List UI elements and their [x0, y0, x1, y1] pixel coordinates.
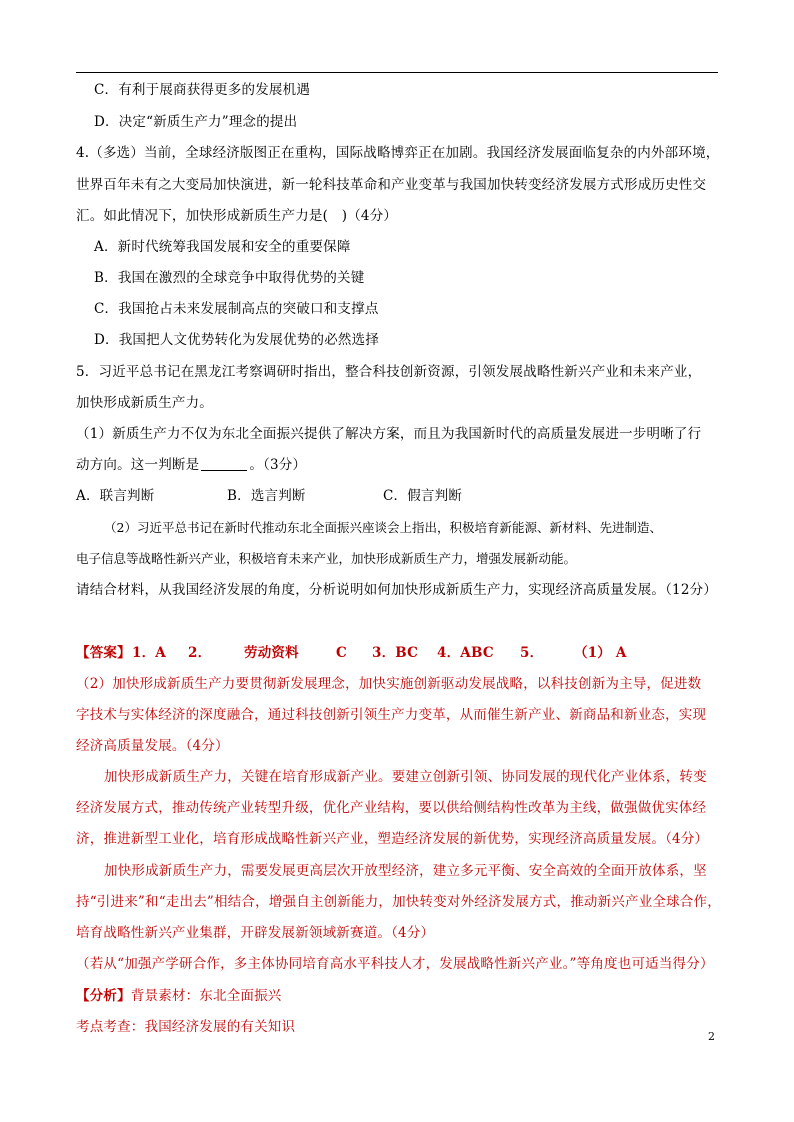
- analysis-text: 背景素材：东北全面振兴: [130, 988, 282, 1004]
- answer-p1-line-1: （2）加快形成新质生产力要贯彻新发展理念，加快实施创新驱动发展战略，以科技创新为主导，促进数: [76, 676, 702, 692]
- answer-5-1: （1） A: [574, 645, 627, 661]
- q4-option-b: B．我国在激烈的全球竞争中取得优势的关键: [94, 270, 365, 286]
- q5-line-1: 5．习近平总书记在黑龙江考察调研时指出，整合科技创新资源，引领发展战略性新兴产业和未来产业，: [76, 364, 702, 380]
- analysis-points: 考点考查：我国经济发展的有关知识: [76, 1019, 296, 1035]
- answer-p2-line-1: 加快形成新质生产力，关键在培育形成新产业。要建立创新引领、协同发展的现代化产业体系，转变: [104, 769, 707, 785]
- q4-option-d: D．我国把人文优势转化为发展优势的必然选择: [94, 332, 380, 348]
- answer-summary: [76, 643, 716, 663]
- analysis-label: 【分析】: [76, 988, 131, 1004]
- q4-line-3: 汇。如此情况下，加快形成新质生产力是( )（4分）: [76, 208, 398, 224]
- q5-sub2-line-1: （2）习近平总书记在新时代推动东北全面振兴座谈会上指出，积极培育新能源、新材料、先进制造、: [104, 520, 662, 535]
- option-d-prev: D．决定“新质生产力”理念的提出: [94, 114, 298, 130]
- analysis-line: [76, 986, 282, 1006]
- q5-sub1-options: [76, 486, 716, 506]
- q4-line-2: 世界百年未有之大变局加快演进，新一轮科技革命和产业变革与我国加快转变经济发展方式形成历史性交: [76, 177, 707, 193]
- header-rule: [76, 72, 718, 73]
- q5-sub1-line-2: [76, 455, 306, 475]
- answer-p3-line-1: 加快形成新质生产力，需要发展更高层次开放型经济，建立多元平衡、安全高效的全面开放体系，坚: [104, 863, 707, 879]
- answer-p3-line-3: 培育战略性新兴产业集群，开辟发展新领域新赛道。（4分）: [76, 925, 435, 941]
- q5-option-b: B．选言判断: [227, 488, 306, 504]
- q4-option-a: A．新时代统筹我国发展和安全的重要保障: [94, 239, 351, 255]
- answer-p2-line-3: 济，推进新型工业化，培育形成战略性新兴产业，塑造经济发展的新优势，实现经济高质量发展。（4分）: [76, 831, 709, 847]
- answer-1: 1．A: [132, 645, 166, 661]
- page-number: 2: [708, 1030, 715, 1043]
- answer-p2-line-2: 经济发展方式，推动传统产业转型升级，优化产业结构，要以供给侧结构性改革为主线，做强做优实体经: [76, 800, 707, 816]
- q5-sub1-text: 动方向。这一判断是: [76, 457, 200, 473]
- answer-4: 4．ABC: [437, 645, 494, 661]
- answer-note: （若从“加强产学研合作，多主体协同培育高水平科技人才，发展战略性新兴产业。”等角度也可适当得分）: [76, 956, 714, 972]
- q5-option-c: C．假言判断: [383, 488, 463, 504]
- answer-p1-line-3: 经济高质量发展。（4分）: [76, 738, 229, 754]
- answer-p1-line-2: 字技术与实体经济的深度融合，通过科技创新引领生产力变革，从而催生新产业、新商品和新业态，实现: [76, 707, 707, 723]
- q5-sub1-line-1: （1）新质生产力不仅为东北全面振兴提供了解决方案，而且为我国新时代的高质量发展进一步明晰了行: [76, 426, 702, 442]
- answer-5: 5．: [520, 645, 544, 661]
- answer-blank: [201, 456, 247, 471]
- answer-label: 【答案】: [76, 645, 131, 661]
- answer-3: 3．BC: [372, 645, 419, 661]
- answer-2-choice: C: [336, 645, 347, 661]
- q5-sub2-line-2: 电子信息等战略性新兴产业，积极培育未来产业，加快形成新质生产力，增强发展新动能。: [76, 551, 577, 566]
- q4-option-c: C．我国抢占未来发展制高点的突破口和支撑点: [94, 301, 379, 317]
- q5-sub1-points: 。（3分）: [249, 457, 307, 473]
- q5-option-a: A．联言判断: [76, 488, 155, 504]
- q5-sub2-line-3: 请结合材料，从我国经济发展的角度，分析说明如何加快形成新质生产力，实现经济高质量发展。（12分）: [76, 582, 718, 598]
- answer-2: 2．: [188, 645, 212, 661]
- answer-p3-line-2: 持“引进来”和“走出去”相结合，增强自主创新能力，加快转变对外经济发展方式，推动新兴产业全球合作，: [76, 894, 721, 910]
- option-c-prev: C．有利于展商获得更多的发展机遇: [94, 82, 311, 98]
- q5-line-2: 加快形成新质生产力。: [76, 395, 213, 411]
- q4-line-1: 4.（多选）当前，全球经济版图正在重构，国际战略博弈正在加剧。我国经济发展面临复杂的内外部环境，: [76, 145, 720, 161]
- answer-2-term: 劳动资料: [244, 645, 299, 661]
